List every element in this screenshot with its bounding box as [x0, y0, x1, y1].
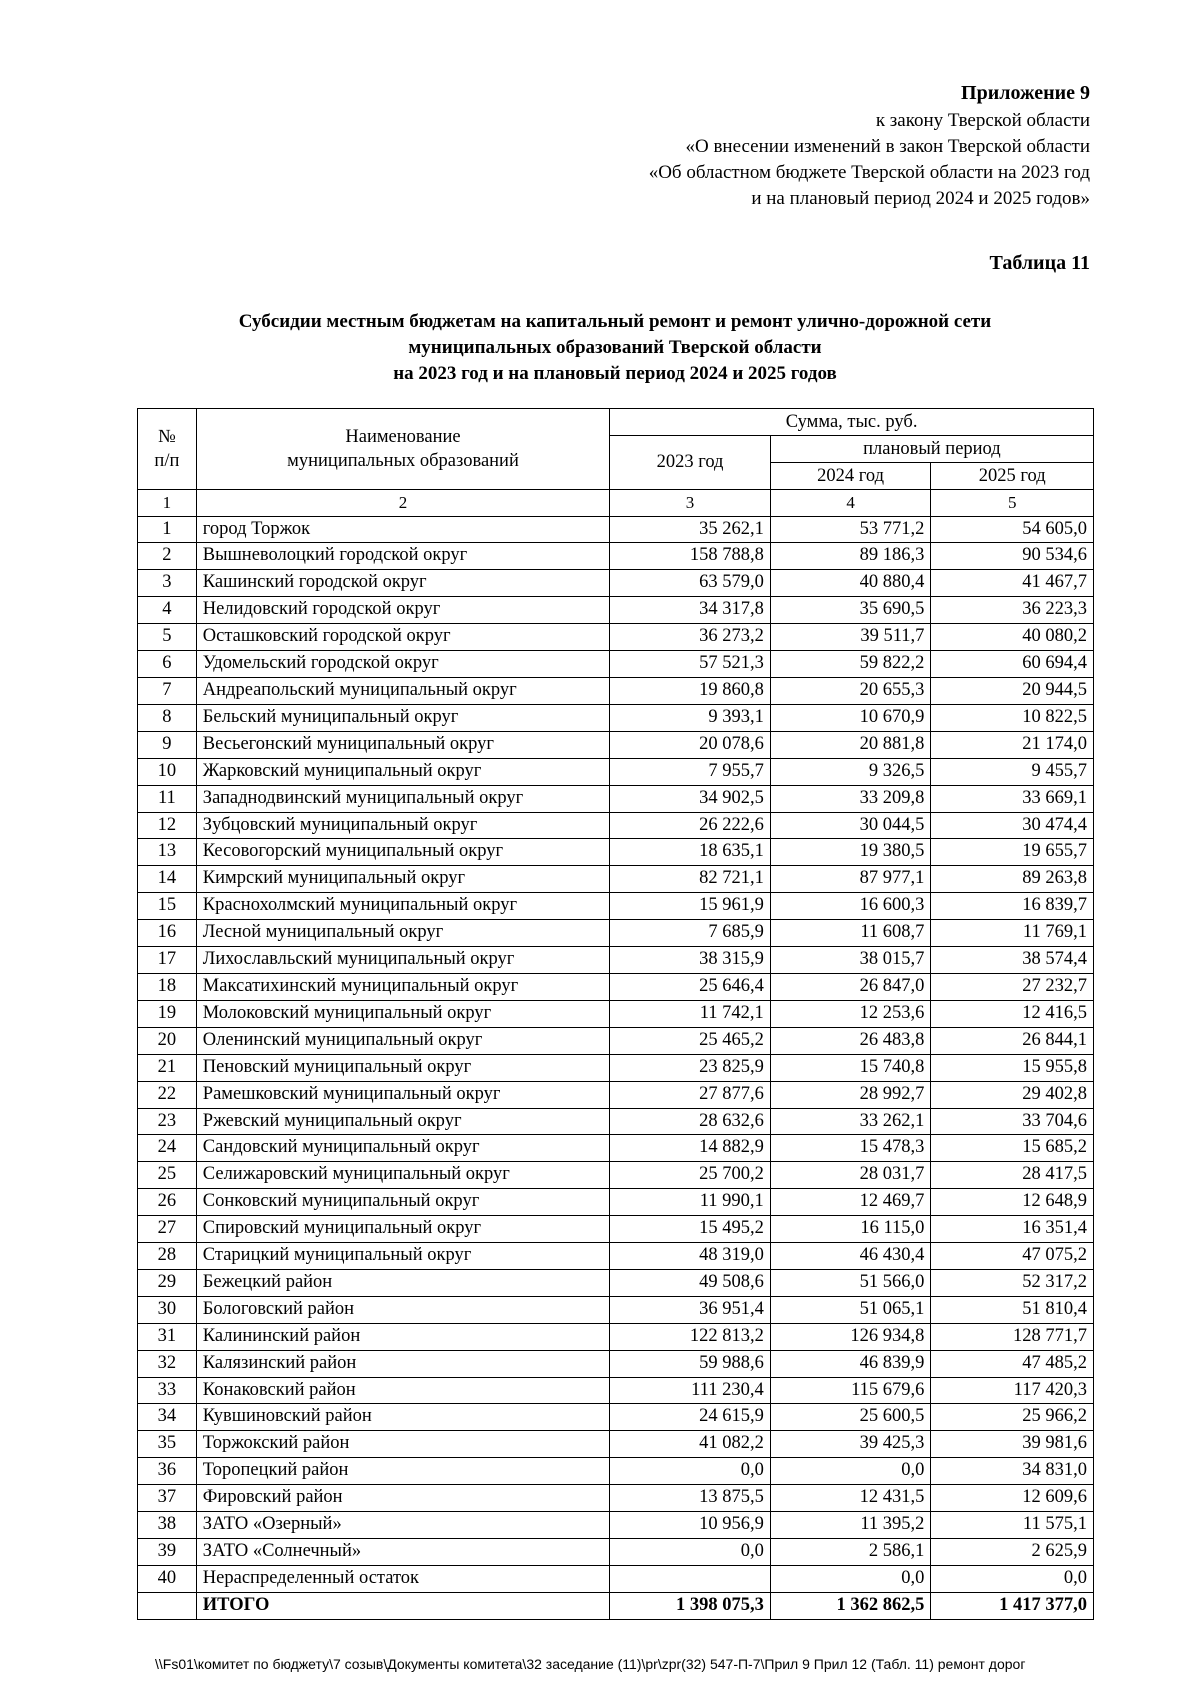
value-2024: 30 044,5 — [770, 812, 931, 839]
value-2025: 47 075,2 — [931, 1243, 1094, 1270]
value-2024: 46 430,4 — [770, 1243, 931, 1270]
value-2025: 20 944,5 — [931, 678, 1094, 705]
table-row — [138, 1243, 1094, 1270]
row-num: 29 — [138, 1269, 197, 1296]
value-2023: 57 521,3 — [610, 651, 771, 678]
column-index: 2 — [196, 489, 609, 516]
value-2023: 23 825,9 — [610, 1054, 771, 1081]
municipality-name: Кимрский муниципальный округ — [196, 866, 609, 893]
value-2023: 7 955,7 — [610, 758, 771, 785]
value-2025: 11 575,1 — [931, 1512, 1094, 1539]
row-num: 16 — [138, 920, 197, 947]
header-line: и на плановый период 2024 и 2025 годов» — [751, 188, 1090, 209]
value-2025: 16 351,4 — [931, 1216, 1094, 1243]
value-2024: 39 425,3 — [770, 1431, 931, 1458]
value-2024: 19 380,5 — [770, 839, 931, 866]
municipality-name: Жарковский муниципальный округ — [196, 758, 609, 785]
value-2023: 0,0 — [610, 1458, 771, 1485]
row-num: 28 — [138, 1243, 197, 1270]
row-num: 40 — [138, 1565, 197, 1592]
value-2024: 38 015,7 — [770, 947, 931, 974]
table-row — [138, 1108, 1094, 1135]
value-2025: 16 839,7 — [931, 893, 1094, 920]
value-2023: 25 700,2 — [610, 1162, 771, 1189]
value-2025: 41 467,7 — [931, 570, 1094, 597]
value-2023: 27 877,6 — [610, 1081, 771, 1108]
municipality-name: Ржевский муниципальный округ — [196, 1108, 609, 1135]
row-num: 7 — [138, 678, 197, 705]
municipality-name: ЗАТО «Солнечный» — [196, 1539, 609, 1566]
value-2025: 33 669,1 — [931, 785, 1094, 812]
value-2024: 12 253,6 — [770, 1000, 931, 1027]
value-2025: 34 831,0 — [931, 1458, 1094, 1485]
value-2023: 11 990,1 — [610, 1189, 771, 1216]
row-num: 8 — [138, 704, 197, 731]
table-row — [138, 1000, 1094, 1027]
table-row — [138, 704, 1094, 731]
header-line: «Об областном бюджете Тверской области на 2023 год — [648, 162, 1090, 183]
row-num: 32 — [138, 1350, 197, 1377]
value-2024: 12 469,7 — [770, 1189, 931, 1216]
municipality-name: Андреапольский муниципальный округ — [196, 678, 609, 705]
value-2024: 28 992,7 — [770, 1081, 931, 1108]
municipality-name: Осташковский городской округ — [196, 624, 609, 651]
value-2024: 26 847,0 — [770, 973, 931, 1000]
value-2023: 25 646,4 — [610, 973, 771, 1000]
row-num: 25 — [138, 1162, 197, 1189]
table-row — [138, 678, 1094, 705]
value-2024: 12 431,5 — [770, 1485, 931, 1512]
value-2024: 2 586,1 — [770, 1539, 931, 1566]
value-2023: 26 222,6 — [610, 812, 771, 839]
header-sum: Сумма, тыс. руб. — [610, 409, 1094, 436]
row-num: 20 — [138, 1027, 197, 1054]
table-row — [138, 1216, 1094, 1243]
municipality-name: Кесовогорский муниципальный округ — [196, 839, 609, 866]
table-row — [138, 973, 1094, 1000]
value-2023: 13 875,5 — [610, 1485, 771, 1512]
value-2024: 40 880,4 — [770, 570, 931, 597]
header-2023: 2023 год — [610, 435, 771, 489]
municipality-name: Бежецкий район — [196, 1269, 609, 1296]
value-2023: 41 082,2 — [610, 1431, 771, 1458]
column-index: 3 — [610, 489, 771, 516]
value-2023: 38 315,9 — [610, 947, 771, 974]
row-num: 19 — [138, 1000, 197, 1027]
row-num: 10 — [138, 758, 197, 785]
table-row — [138, 866, 1094, 893]
municipality-name: Рамешковский муниципальный округ — [196, 1081, 609, 1108]
row-num: 22 — [138, 1081, 197, 1108]
value-2025: 9 455,7 — [931, 758, 1094, 785]
value-2025: 2 625,9 — [931, 1539, 1094, 1566]
municipality-name: Лихославльский муниципальный округ — [196, 947, 609, 974]
row-num: 2 — [138, 543, 197, 570]
value-2023: 36 273,2 — [610, 624, 771, 651]
total-2025: 1 417 377,0 — [931, 1592, 1094, 1619]
municipality-name: Калязинский район — [196, 1350, 609, 1377]
table-row — [138, 947, 1094, 974]
table-row — [138, 1377, 1094, 1404]
value-2023: 111 230,4 — [610, 1377, 771, 1404]
table-row — [138, 1027, 1094, 1054]
value-2025: 21 174,0 — [931, 731, 1094, 758]
municipality-name: Бологовский район — [196, 1296, 609, 1323]
table-row — [138, 893, 1094, 920]
municipality-name: Спировский муниципальный округ — [196, 1216, 609, 1243]
row-num: 31 — [138, 1323, 197, 1350]
row-num: 15 — [138, 893, 197, 920]
total-2024: 1 362 862,5 — [770, 1592, 931, 1619]
value-2025: 39 981,6 — [931, 1431, 1094, 1458]
title-line: на 2023 год и на плановый период 2024 и 2025 годов — [393, 363, 837, 384]
value-2025: 28 417,5 — [931, 1162, 1094, 1189]
row-num: 24 — [138, 1135, 197, 1162]
total-label: ИТОГО — [196, 1592, 609, 1619]
municipality-name: Пеновский муниципальный округ — [196, 1054, 609, 1081]
value-2024: 0,0 — [770, 1565, 931, 1592]
table-row — [138, 1323, 1094, 1350]
value-2023: 49 508,6 — [610, 1269, 771, 1296]
table-row — [138, 1350, 1094, 1377]
table-row — [138, 624, 1094, 651]
row-num: 39 — [138, 1539, 197, 1566]
table-row — [138, 1565, 1094, 1592]
value-2023: 19 860,8 — [610, 678, 771, 705]
document-header — [649, 80, 1090, 212]
value-2024: 115 679,6 — [770, 1377, 931, 1404]
value-2023: 28 632,6 — [610, 1108, 771, 1135]
row-num: 23 — [138, 1108, 197, 1135]
value-2024: 51 065,1 — [770, 1296, 931, 1323]
subsidies-table — [137, 408, 1094, 1620]
row-num: 26 — [138, 1189, 197, 1216]
municipality-name: Конаковский район — [196, 1377, 609, 1404]
row-num: 3 — [138, 570, 197, 597]
value-2023: 14 882,9 — [610, 1135, 771, 1162]
municipality-name: Сандовский муниципальный округ — [196, 1135, 609, 1162]
row-num: 36 — [138, 1458, 197, 1485]
value-2023: 25 465,2 — [610, 1027, 771, 1054]
row-num: 11 — [138, 785, 197, 812]
value-2023 — [610, 1565, 771, 1592]
table-row — [138, 516, 1094, 543]
municipality-name: Калининский район — [196, 1323, 609, 1350]
municipality-name: Молоковский муниципальный округ — [196, 1000, 609, 1027]
value-2023: 63 579,0 — [610, 570, 771, 597]
value-2024: 11 395,2 — [770, 1512, 931, 1539]
value-2025: 25 966,2 — [931, 1404, 1094, 1431]
title-line: Субсидии местным бюджетам на капитальный ремонт и ремонт улично-дорожной сети — [238, 311, 992, 332]
municipality-name: Максатихинский муниципальный округ — [196, 973, 609, 1000]
value-2024: 35 690,5 — [770, 597, 931, 624]
municipality-name: Бельский муниципальный округ — [196, 704, 609, 731]
document-title — [140, 309, 1090, 387]
value-2023: 9 393,1 — [610, 704, 771, 731]
value-2025: 11 769,1 — [931, 920, 1094, 947]
value-2024: 20 881,8 — [770, 731, 931, 758]
value-2024: 89 186,3 — [770, 543, 931, 570]
table-row — [138, 1296, 1094, 1323]
column-index: 1 — [138, 489, 197, 516]
value-2023: 34 902,5 — [610, 785, 771, 812]
value-2025: 90 534,6 — [931, 543, 1094, 570]
municipality-name: Сонковский муниципальный округ — [196, 1189, 609, 1216]
value-2023: 158 788,8 — [610, 543, 771, 570]
value-2025: 27 232,7 — [931, 973, 1094, 1000]
value-2024: 25 600,5 — [770, 1404, 931, 1431]
value-2025: 15 685,2 — [931, 1135, 1094, 1162]
value-2025: 54 605,0 — [931, 516, 1094, 543]
value-2025: 117 420,3 — [931, 1377, 1094, 1404]
municipality-name: Весьегонский муниципальный округ — [196, 731, 609, 758]
value-2023: 10 956,9 — [610, 1512, 771, 1539]
value-2023: 7 685,9 — [610, 920, 771, 947]
value-2024: 33 209,8 — [770, 785, 931, 812]
value-2025: 10 822,5 — [931, 704, 1094, 731]
value-2025: 128 771,7 — [931, 1323, 1094, 1350]
value-2024: 39 511,7 — [770, 624, 931, 651]
table-row — [138, 785, 1094, 812]
value-2024: 28 031,7 — [770, 1162, 931, 1189]
row-num: 1 — [138, 516, 197, 543]
value-2025: 38 574,4 — [931, 947, 1094, 974]
row-num: 35 — [138, 1431, 197, 1458]
header-name: Наименование муниципальных образований — [196, 409, 609, 490]
value-2025: 51 810,4 — [931, 1296, 1094, 1323]
value-2025: 40 080,2 — [931, 624, 1094, 651]
municipality-name: Фировский район — [196, 1485, 609, 1512]
value-2023: 59 988,6 — [610, 1350, 771, 1377]
value-2025: 15 955,8 — [931, 1054, 1094, 1081]
value-2025: 60 694,4 — [931, 651, 1094, 678]
municipality-name: Торжокский район — [196, 1431, 609, 1458]
value-2024: 16 600,3 — [770, 893, 931, 920]
value-2025: 89 263,8 — [931, 866, 1094, 893]
value-2024: 11 608,7 — [770, 920, 931, 947]
column-index: 5 — [931, 489, 1094, 516]
value-2023: 34 317,8 — [610, 597, 771, 624]
table-row — [138, 543, 1094, 570]
value-2025: 33 704,6 — [931, 1108, 1094, 1135]
header-line: к закону Тверской области — [875, 110, 1090, 131]
value-2025: 30 474,4 — [931, 812, 1094, 839]
total-num — [138, 1592, 197, 1619]
value-2024: 51 566,0 — [770, 1269, 931, 1296]
value-2024: 16 115,0 — [770, 1216, 931, 1243]
table-row — [138, 651, 1094, 678]
value-2025: 29 402,8 — [931, 1081, 1094, 1108]
table-row — [138, 920, 1094, 947]
table-row — [138, 812, 1094, 839]
value-2023: 20 078,6 — [610, 731, 771, 758]
row-num: 13 — [138, 839, 197, 866]
value-2025: 36 223,3 — [931, 597, 1094, 624]
table-body — [138, 516, 1094, 1592]
value-2024: 33 262,1 — [770, 1108, 931, 1135]
title-line: муниципальных образований Тверской области — [408, 337, 822, 358]
table-row — [138, 1431, 1094, 1458]
header-planned: плановый период — [770, 435, 1093, 462]
value-2024: 20 655,3 — [770, 678, 931, 705]
file-path-footer: \\Fs01\комитет по бюджету\7 созыв\Документы комитета\32 заседание (11)\pr\zpr(32) 547-П-7\Прил 9 Прил 12 (Табл. 11) ремонт дорог — [155, 1656, 1026, 1672]
value-2023: 24 615,9 — [610, 1404, 771, 1431]
municipality-name: город Торжок — [196, 516, 609, 543]
municipality-name: ЗАТО «Озерный» — [196, 1512, 609, 1539]
table-row — [138, 839, 1094, 866]
row-num: 5 — [138, 624, 197, 651]
table-row — [138, 1162, 1094, 1189]
municipality-name: Селижаровский муниципальный округ — [196, 1162, 609, 1189]
table-row — [138, 1512, 1094, 1539]
municipality-name: Западнодвинский муниципальный округ — [196, 785, 609, 812]
table-row — [138, 1485, 1094, 1512]
value-2023: 122 813,2 — [610, 1323, 771, 1350]
value-2023: 82 721,1 — [610, 866, 771, 893]
annex-number: Приложение 9 — [961, 82, 1090, 104]
table-row — [138, 1539, 1094, 1566]
municipality-name: Нераспределенный остаток — [196, 1565, 609, 1592]
header-num: № п/п — [138, 409, 197, 490]
municipality-name: Краснохолмский муниципальный округ — [196, 893, 609, 920]
row-num: 12 — [138, 812, 197, 839]
table-row — [138, 1189, 1094, 1216]
table-row — [138, 758, 1094, 785]
table-row — [138, 731, 1094, 758]
value-2024: 59 822,2 — [770, 651, 931, 678]
table-row — [138, 1135, 1094, 1162]
municipality-name: Лесной муниципальный округ — [196, 920, 609, 947]
municipality-name: Оленинский муниципальный округ — [196, 1027, 609, 1054]
row-num: 6 — [138, 651, 197, 678]
row-num: 17 — [138, 947, 197, 974]
table-row — [138, 1054, 1094, 1081]
value-2024: 9 326,5 — [770, 758, 931, 785]
table-row — [138, 1081, 1094, 1108]
value-2025: 52 317,2 — [931, 1269, 1094, 1296]
value-2025: 47 485,2 — [931, 1350, 1094, 1377]
table-row — [138, 597, 1094, 624]
table-row — [138, 1458, 1094, 1485]
value-2025: 12 648,9 — [931, 1189, 1094, 1216]
municipality-name: Старицкий муниципальный округ — [196, 1243, 609, 1270]
value-2024: 87 977,1 — [770, 866, 931, 893]
column-index: 4 — [770, 489, 931, 516]
value-2023: 36 951,4 — [610, 1296, 771, 1323]
header-line: «О внесении изменений в закон Тверской области — [685, 136, 1090, 157]
table-label: Таблица 11 — [989, 252, 1090, 274]
table-row — [138, 1269, 1094, 1296]
value-2024: 10 670,9 — [770, 704, 931, 731]
row-num: 18 — [138, 973, 197, 1000]
municipality-name: Удомельский городской округ — [196, 651, 609, 678]
table-row — [138, 1404, 1094, 1431]
value-2023: 18 635,1 — [610, 839, 771, 866]
column-index-row — [138, 489, 1094, 516]
municipality-name: Торопецкий район — [196, 1458, 609, 1485]
value-2024: 26 483,8 — [770, 1027, 931, 1054]
total-2023: 1 398 075,3 — [610, 1592, 771, 1619]
value-2025: 19 655,7 — [931, 839, 1094, 866]
row-num: 30 — [138, 1296, 197, 1323]
row-num: 27 — [138, 1216, 197, 1243]
municipality-name: Кувшиновский район — [196, 1404, 609, 1431]
value-2023: 48 319,0 — [610, 1243, 771, 1270]
value-2025: 26 844,1 — [931, 1027, 1094, 1054]
municipality-name: Нелидовский городской округ — [196, 597, 609, 624]
row-num: 37 — [138, 1485, 197, 1512]
row-num: 21 — [138, 1054, 197, 1081]
value-2024: 126 934,8 — [770, 1323, 931, 1350]
value-2023: 35 262,1 — [610, 516, 771, 543]
row-num: 34 — [138, 1404, 197, 1431]
row-num: 14 — [138, 866, 197, 893]
value-2023: 15 495,2 — [610, 1216, 771, 1243]
value-2024: 46 839,9 — [770, 1350, 931, 1377]
value-2024: 15 478,3 — [770, 1135, 931, 1162]
total-row — [138, 1592, 1094, 1619]
header-2025: 2025 год — [931, 462, 1094, 489]
row-num: 4 — [138, 597, 197, 624]
header-2024: 2024 год — [770, 462, 931, 489]
table-row — [138, 570, 1094, 597]
value-2023: 11 742,1 — [610, 1000, 771, 1027]
value-2024: 53 771,2 — [770, 516, 931, 543]
value-2025: 12 609,6 — [931, 1485, 1094, 1512]
value-2025: 12 416,5 — [931, 1000, 1094, 1027]
value-2023: 15 961,9 — [610, 893, 771, 920]
value-2024: 0,0 — [770, 1458, 931, 1485]
row-num: 33 — [138, 1377, 197, 1404]
municipality-name: Кашинский городской округ — [196, 570, 609, 597]
row-num: 38 — [138, 1512, 197, 1539]
municipality-name: Зубцовский муниципальный округ — [196, 812, 609, 839]
row-num: 9 — [138, 731, 197, 758]
value-2023: 0,0 — [610, 1539, 771, 1566]
municipality-name: Вышневолоцкий городской округ — [196, 543, 609, 570]
value-2025: 0,0 — [931, 1565, 1094, 1592]
value-2024: 15 740,8 — [770, 1054, 931, 1081]
